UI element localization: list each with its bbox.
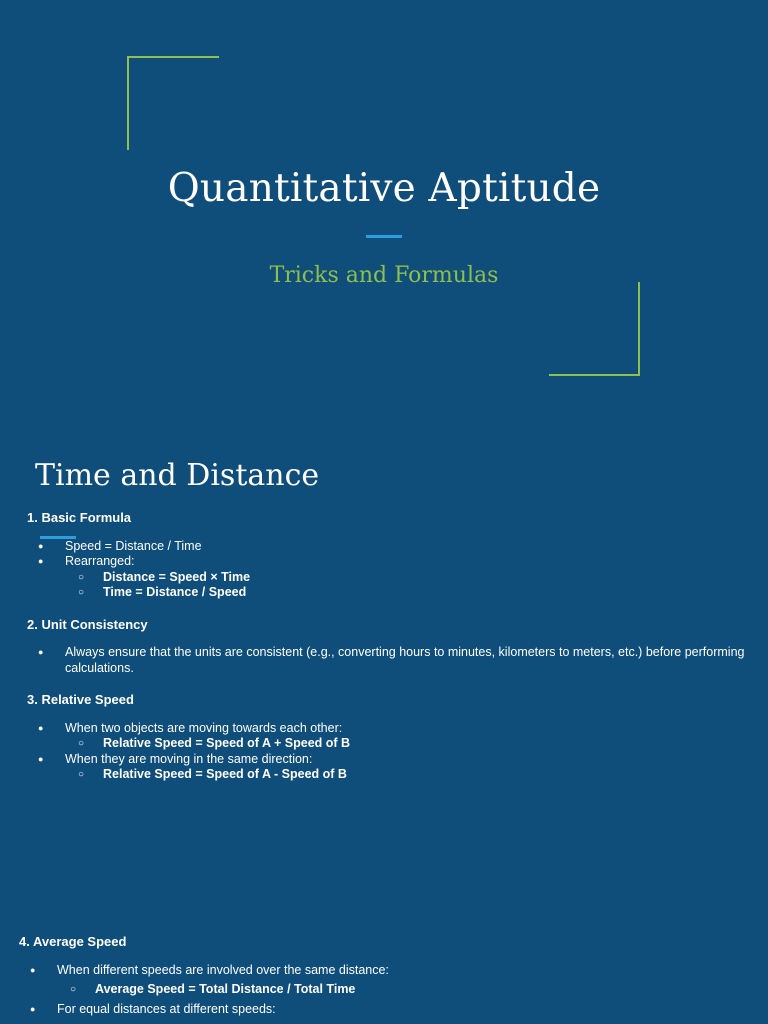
corner-bracket-top-left-vertical [127, 57, 129, 150]
corner-bracket-bottom-right [549, 374, 640, 376]
sub-bullet-item: ○ Relative Speed = Speed of A - Speed of B [103, 767, 747, 783]
title-accent-line [366, 235, 402, 238]
corner-bracket-top-left [127, 56, 219, 58]
bullet-item: ● Speed = Distance / Time [65, 539, 747, 555]
sub-bullet-item: ○ Relative Speed = Speed of A + Speed of B [103, 736, 747, 752]
bullet-list [27, 721, 747, 783]
section-title: Time and Distance [35, 458, 320, 493]
bullet-list [27, 645, 747, 676]
sub-bullet-list [65, 570, 747, 601]
bullet-item: ● When they are moving in the same direction: ○ Relative Speed = Speed of A - Speed of B [65, 752, 747, 783]
sub-bullet-item: ○ Time = Distance / Speed [103, 585, 747, 601]
bullet-list [19, 963, 739, 1018]
topic-heading: 2. Unit Consistency [27, 616, 148, 632]
content-slide-1 [0, 410, 768, 890]
bullet-item: ● When different speeds are involved over the same distance: ○ Average Speed = Total Distance / Total Time [57, 963, 739, 998]
presentation-subtitle: Tricks and Formulas [269, 263, 499, 288]
slide-content [27, 510, 747, 783]
bullet-list [27, 539, 747, 601]
topic-heading: 1. Basic Formula [27, 510, 132, 525]
sub-bullet-list [57, 982, 739, 998]
sub-bullet-item: ○ Distance = Speed × Time [103, 570, 747, 586]
bullet-item: ● For equal distances at different speeds: [57, 1002, 739, 1018]
topic-heading: 3. Relative Speed [27, 692, 134, 707]
bullet-item: ● When two objects are moving towards each other: ○ Relative Speed = Speed of A + Speed of B [65, 721, 747, 752]
slide-content [19, 934, 739, 1017]
content-slide-2 [0, 890, 768, 1024]
sub-bullet-list [65, 736, 747, 752]
topic-heading: 4. Average Speed [19, 934, 127, 949]
sub-bullet-list [65, 767, 747, 783]
presentation-title: Quantitative Aptitude [167, 166, 601, 211]
corner-bracket-bottom-right-vertical [638, 282, 640, 376]
sub-bullet-item: ○ Average Speed = Total Distance / Total Time [95, 982, 739, 998]
bullet-item: ● Rearranged: ○ Distance = Speed × Time ○ Time = Distance / Speed [65, 554, 747, 601]
title-slide [0, 0, 768, 410]
bullet-item: ● Always ensure that the units are consistent (e.g., converting hours to minutes, kilometers to meters, etc.) before performing calculations. [65, 645, 747, 676]
